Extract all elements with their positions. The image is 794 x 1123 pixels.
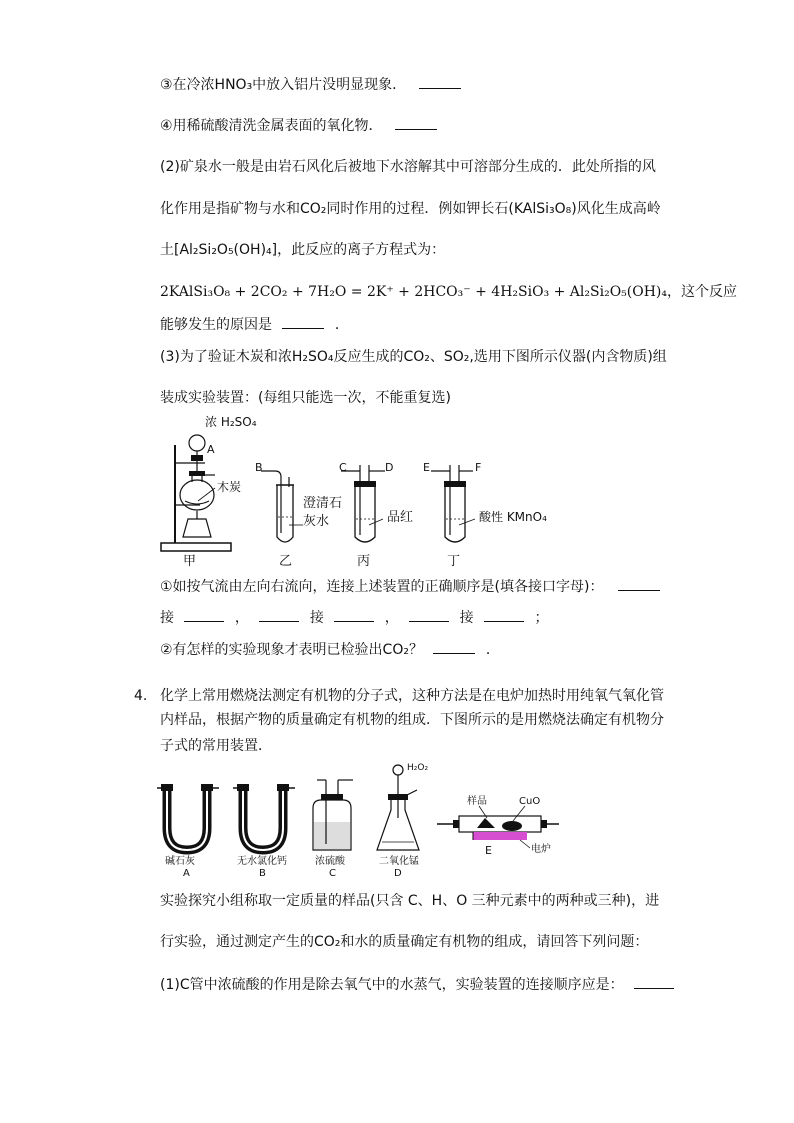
question-4-para1-line1: 实验探究小组称取一定质量的样品(只含 C、H、O 三种元素中的两种或三种)，进 <box>160 893 660 909</box>
answer-blank[interactable] <box>184 607 224 622</box>
apparatus-yi <box>255 461 342 567</box>
u-tube-A <box>157 784 219 879</box>
paragraph-2-line2: 化作用是指矿物与水和CO₂同时作用的过程．例如钾长石(KAlSi₃O₈)风化生成高岭 <box>160 201 661 217</box>
label-C: C <box>339 461 347 474</box>
item-3: ③在冷浓HNO₃中放入铝片没明显现象． <box>160 74 461 95</box>
apparatus-ding <box>423 461 547 567</box>
wash-bottle-C <box>313 780 353 879</box>
subquestion-1-line1: ①如按气流由左向右流向，连接上述装置的正确顺序是(填各接口字母)： <box>160 576 660 597</box>
apparatus-figure-2 <box>155 758 565 880</box>
question-4-para1-line2: 行实验，通过测定产生的CO₂和水的质量确定有机物的组成，请回答下列问题： <box>160 934 649 950</box>
answer-blank[interactable] <box>484 607 524 622</box>
C-content: 浓硫酸 <box>315 856 345 867</box>
B-letter: B <box>259 868 266 879</box>
C-letter: C <box>329 868 336 879</box>
combustion-tube-E <box>437 794 559 857</box>
question-4-line1: 化学上常用燃烧法测定有机物的分子式，这种方法是在电炉加热时用纯氧气氧化管 <box>160 688 664 704</box>
label-jia: 甲 <box>183 554 197 567</box>
label-charcoal: 木炭 <box>217 480 242 494</box>
question-4-line2: 内样品，根据产物的质量确定有机物的组成．下图所示的是用燃烧法确定有机物分 <box>160 712 664 728</box>
E-furnace: 电炉 <box>531 844 551 855</box>
answer-blank[interactable] <box>433 639 475 654</box>
apparatus-figure-1 <box>155 415 575 567</box>
answer-blank[interactable] <box>334 607 374 622</box>
question-4-sub1: (1)C管中浓硫酸的作用是除去氧气中的水蒸气，实验装置的连接顺序应是： <box>160 974 674 995</box>
conical-flask-D <box>377 763 428 879</box>
label-pinhong: 品红 <box>387 510 414 525</box>
label-yi: 乙 <box>279 554 293 567</box>
subquestion-2: ②有怎样的实验现象才表明已检验出CO₂？ ． <box>160 639 500 660</box>
paragraph-3-line2: 装成实验装置：(每组只能选一次，不能重复选) <box>160 390 451 406</box>
label-F: F <box>475 461 482 474</box>
label-ding: 丁 <box>447 554 461 567</box>
E-cuo: CuO <box>519 796 541 807</box>
paragraph-3-line1: (3)为了验证木炭和浓H₂SO₄反应生成的CO₂、SO₂,选用下图所示仪器(内含物质)组 <box>160 349 667 365</box>
answer-blank[interactable] <box>419 74 461 89</box>
label-E: E <box>423 461 430 474</box>
D-content: 二氧化锰 <box>379 856 419 867</box>
answer-blank[interactable] <box>395 115 437 130</box>
u-tube-B <box>233 784 295 879</box>
answer-blank[interactable] <box>259 607 299 622</box>
E-sample: 样品 <box>467 796 487 807</box>
D-letter: D <box>394 868 402 879</box>
paragraph-2-line5: 能够发生的原因是 ． <box>160 314 349 335</box>
answer-blank[interactable] <box>409 607 449 622</box>
paragraph-2-line3: 土[Al₂Si₂O₅(OH)₄]，此反应的离子方程式为： <box>160 242 446 258</box>
A-letter: A <box>183 868 190 879</box>
label-D: D <box>385 461 394 474</box>
label-acid: 浓 H₂SO₄ <box>205 415 257 429</box>
B-content: 无水氯化钙 <box>237 856 287 867</box>
answer-blank[interactable] <box>618 576 660 591</box>
equation: 2KAlSi₃O₈ + 2CO₂ + 7H₂O = 2K⁺ + 2HCO₃⁻ + 4H₂SiO₃ + Al₂Si₂O₅(OH)₄，这个反应 <box>160 284 738 300</box>
label-bing: 丙 <box>357 554 371 567</box>
apparatus-bing <box>339 461 413 567</box>
paragraph-2-line1: (2)矿泉水一般是由岩石风化后被地下水溶解其中可溶部分生成的．此处所指的风 <box>160 159 656 175</box>
D-top: H₂O₂ <box>407 763 429 773</box>
question-4-line3: 子式的常用装置． <box>160 738 272 754</box>
item-4: ④用稀硫酸清洗金属表面的氧化物． <box>160 115 437 136</box>
question-4-number: 4. <box>134 688 148 704</box>
answer-blank[interactable] <box>282 314 324 329</box>
answer-blank[interactable] <box>634 974 674 989</box>
E-letter: E <box>485 844 492 857</box>
label-kmno4: 酸性 KMnO₄ <box>479 510 547 524</box>
label-limewater-2: 灰水 <box>303 514 330 529</box>
label-limewater-1: 澄清石 <box>303 496 343 511</box>
label-B: B <box>255 461 263 474</box>
A-content: 碱石灰 <box>165 856 195 867</box>
subquestion-1-line2: 接 ， 接 ， 接 ； <box>160 607 549 628</box>
apparatus-jia <box>161 415 257 567</box>
label-A: A <box>207 443 215 456</box>
